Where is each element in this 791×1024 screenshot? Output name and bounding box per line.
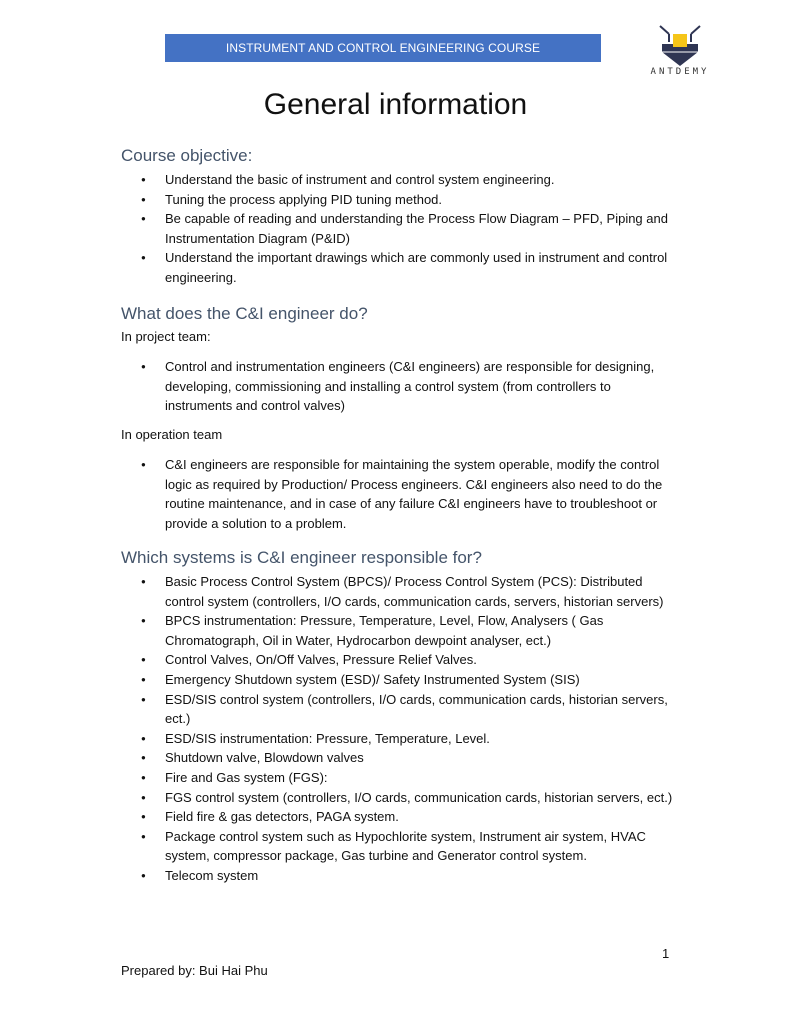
list-item: ● ESD/SIS control system (controllers, I/O cards, communication cards, historian servers, ect.) [121, 690, 681, 729]
logo-text: ANTDEMY [650, 67, 710, 77]
list-item: ● Shutdown valve, Blowdown valves [121, 748, 681, 768]
list-item: ● C&I engineers are responsible for maintaining the system operable, modify the control logic as required by Production/ Process engineers. C&I engineers also need to do the routine maintenance, and in case of any failure C&I engineers have to troubleshoot or provide a solution to a problem. [121, 455, 681, 533]
list-item: ● FGS control system (controllers, I/O cards, communication cards, historian servers, ect.) [121, 788, 681, 808]
operation-team-list [121, 455, 681, 533]
page-number: 1 [662, 946, 670, 961]
operation-team-label: In operation team [121, 427, 223, 442]
list-item: ● Understand the basic of instrument and control system engineering. [121, 170, 681, 190]
list-item: ● Telecom system [121, 866, 681, 886]
list-item: ● Field fire & gas detectors, PAGA system. [121, 807, 681, 827]
project-team-list [121, 357, 681, 416]
heading-engineer-role: What does the C&I engineer do? [121, 304, 368, 323]
project-team-label: In project team: [121, 329, 211, 344]
list-item: ● Package control system such as Hypochlorite system, Instrument air system, HVAC system, compressor package, Gas turbine and Generator control system. [121, 827, 681, 866]
list-item: ● Understand the important drawings which are commonly used in instrument and control engineering. [121, 248, 681, 287]
list-item: ● Emergency Shutdown system (ESD)/ Safety Instrumented System (SIS) [121, 670, 681, 690]
list-item: ● BPCS instrumentation: Pressure, Temperature, Level, Flow, Analysers ( Gas Chromatograph, Oil in Water, Hydrocarbon dewpoint analyser, ect.) [121, 611, 681, 650]
list-item: ● Control Valves, On/Off Valves, Pressure Relief Valves. [121, 650, 681, 670]
heading-systems: Which systems is C&I engineer responsible for? [121, 548, 482, 567]
list-item: ● Be capable of reading and understanding the Process Flow Diagram – PFD, Piping and Instrumentation Diagram (P&ID) [121, 209, 681, 248]
objective-list [121, 170, 681, 288]
systems-list [121, 572, 681, 886]
list-item: ● ESD/SIS instrumentation: Pressure, Temperature, Level. [121, 729, 681, 749]
heading-course-objective: Course objective: [121, 146, 253, 165]
list-item: ● Fire and Gas system (FGS): [121, 768, 681, 788]
prepared-by: Prepared by: Bui Hai Phu [121, 963, 268, 978]
page-title: General information [263, 88, 528, 121]
list-item: ● Control and instrumentation engineers (C&I engineers) are responsible for designing, developing, commissioning and installing a control system (from controllers to instruments and control valves) [121, 357, 681, 416]
course-banner: INSTRUMENT AND CONTROL ENGINEERING COURSE [165, 34, 601, 62]
list-item: ● Basic Process Control System (BPCS)/ Process Control System (PCS): Distributed control system (controllers, I/O cards, communication cards, servers, historian servers) [121, 572, 681, 611]
list-item: ● Tuning the process applying PID tuning method. [121, 190, 681, 210]
